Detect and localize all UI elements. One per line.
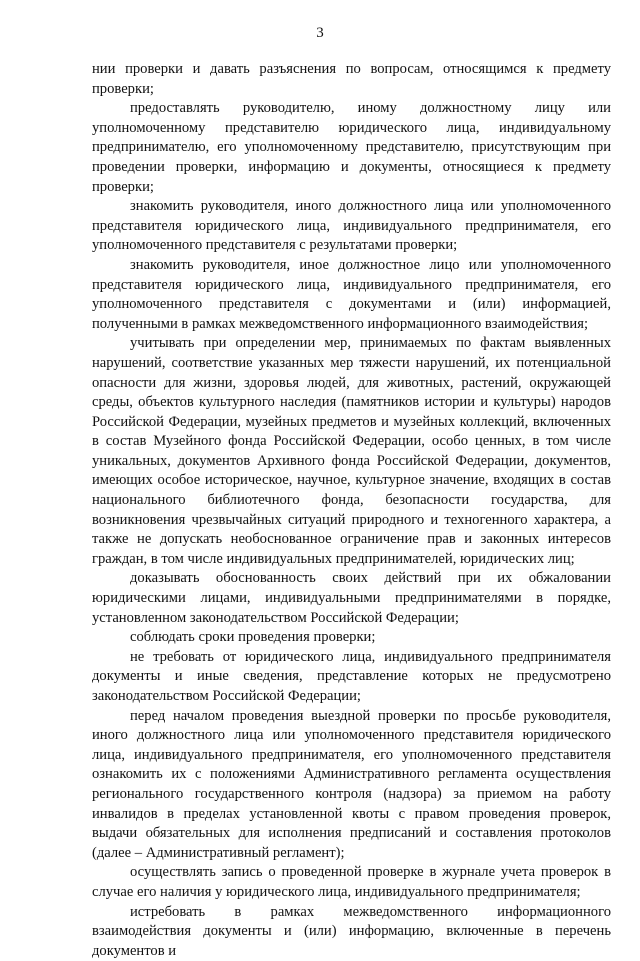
page-number: 3 <box>316 25 324 41</box>
paragraph: доказывать обоснованность своих действий при их обжаловании юридическими лицами, индивидуальными предпринимателями в порядке, установленном законодательством Российской Федерации; <box>92 570 611 626</box>
paragraph: нии проверки и давать разъяснения по вопросам, относящимся к предмету проверки; <box>92 61 611 97</box>
document-body <box>92 60 611 961</box>
paragraph: учитывать при определении мер, принимаемых по фактам выявленных нарушений, соответствие указанных мер тяжести нарушений, их потенциальной опасности для жизни, здоровья людей, для животных, растений, окружающей среды, объектов культурного наследия (памятников истории и культуры) народов Российской Федерации, музейных предметов и музейных коллекций, включенных в состав Музейного фонда Российской Федерации, особо ценных, в том числе уникальных, документов Архивного фонда Российской Федерации, документов, имеющих особое историческое, научное, культурное значение, входящих в состав национального библиотечного фонда, безопасности государства, для возникновения чрезвычайных ситуаций природного и техногенного характера, а также не допускать необоснованное ограничение прав и законных интересов граждан, в том числе индивидуальных предпринимателей, юридических лиц; <box>92 335 611 567</box>
paragraph: не требовать от юридического лица, индивидуального предпринимателя документы и иные сведения, представление которых не предусмотрено законодательством Российской Федерации; <box>92 648 611 704</box>
paragraph: осуществлять запись о проведенной проверке в журнале учета проверок в случае его наличия у юридического лица, индивидуального предпринимателя; <box>92 864 611 900</box>
paragraph: соблюдать сроки проведения проверки; <box>130 629 376 646</box>
paragraph: истребовать в рамках межведомственного информационного взаимодействия документы и (или) информацию, включенные в перечень документов и <box>92 903 611 959</box>
paragraph: знакомить руководителя, иного должностного лица или уполномоченного представителя юридического лица, индивидуального предпринимателя, его уполномоченного представителя с результатами проверки; <box>92 198 611 254</box>
paragraph: перед началом проведения выездной проверки по просьбе руководителя, иного должностного лица или уполномоченного представителя юридического лица, индивидуального предпринимателя, его уполномоченного представителя ознакомить их с положениями Административного регламента осуществления регионального государственного контроля (надзора) за приемом на работу инвалидов в пределах установленной квоты с правом проведения проверок, выдачи обязательных для исполнения предписаний и составления протоколов (далее – Административный регламент); <box>92 707 611 861</box>
paragraph: предоставлять руководителю, иному должностному лицу или уполномоченному представителю юридического лица, индивидуальному предпринимателю, его уполномоченному представителю, присутствующим при проведении проверки, информацию и документы, относящиеся к предмету проверки; <box>92 100 611 195</box>
paragraph: знакомить руководителя, иное должностное лицо или уполномоченного представителя юридического лица, индивидуального предпринимателя, его уполномоченного представителя с документами и (или) информацией, полученными в рамках межведомственного информационного взаимодействия; <box>92 256 611 332</box>
